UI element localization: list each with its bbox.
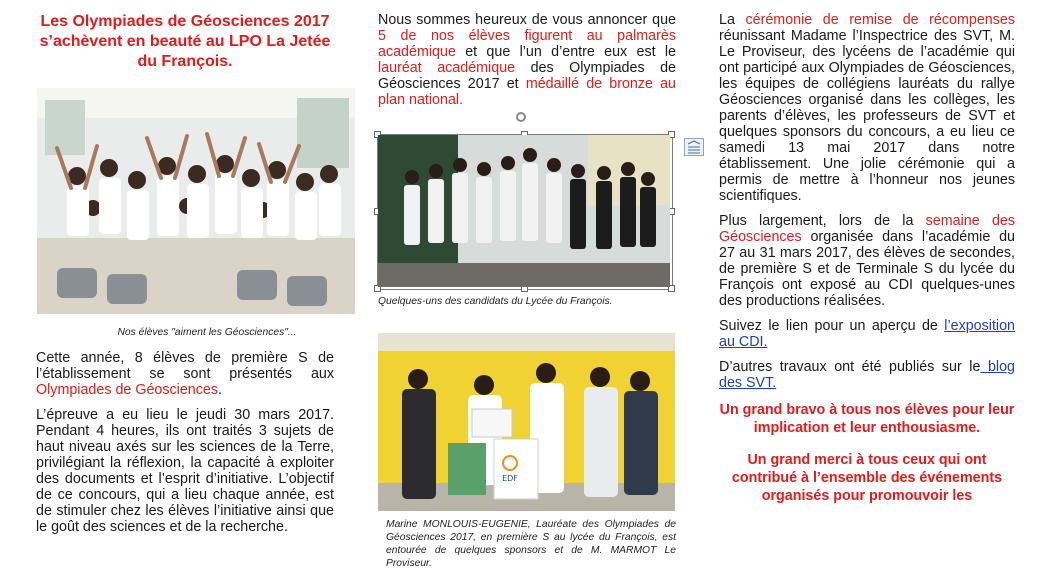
text-segment: . [217, 382, 222, 398]
bag-logo-text: EDF [502, 474, 518, 483]
paragraph-announcement [378, 12, 676, 108]
text-segment: organisée dans l’académie du 27 au 31 mars 2017, des élèves de secondes, de première S et de Terminale S du lycée du François ont exposé au CDI quelques-unes des productions réalisées. [719, 229, 1015, 309]
link-exposition[interactable]: l’exposition au CDI. [719, 318, 1015, 350]
highlight-olympiades: Olympiades de Géosciences [36, 382, 218, 398]
paragraph-semaine [719, 213, 1015, 309]
text-segment: Nous sommes heureux de vous annoncer que [378, 12, 676, 28]
photo-students-cheering-image [37, 88, 355, 314]
photo-candidates-group [378, 135, 670, 287]
text-segment: D’autres travaux ont été publiés sur le [719, 359, 981, 375]
text-segment: réunissant Madame l’Inspectrice des SVT, M. Le Proviseur, des lycéens de l’académie qui ont participé aux Olympiades de Géosciences, les équipes de collégiens lauréats du rallye Géosciences organisé dans les collèges, les parents d’élèves, les professeurs de SVT et quelques sponsors du concours, a eu lieu ce samedi 13 mai 2017 dans notre établissement. Une jolie cérémonie qui a permis de mettre à l’honneur nos jeunes scientifiques. [719, 28, 1015, 204]
article-title: Les Olympiades de Géosciences 2017 s’achèvent en beauté au LPO La Jetée du François. [39, 13, 331, 70]
paragraph-epreuve: L’épreuve a eu lieu le jeudi 30 mars 2017. Pendant 4 heures, ils ont traités 3 sujets de haut niveau axés sur les sciences de la Terre, privilégiant la réflexion, la capacité à exploiter des documents et l’esprit d’initiative. L’objectif de ce concours, qui a lieu chaque année, est de stimuler chez les élèves l’initiative ainsi que le goût des sciences et de la recherche. [36, 407, 334, 535]
photo-caption-laureate: Marine MONLOUIS-EUGENIE, Lauréate des Olympiades de Géosciences 2017, en première S au lycée du François, est entourée de quelques sponsors et de M. MARMOT Le Proviseur. [386, 519, 676, 569]
highlight-ceremonie: cérémonie de remise de récompenses [745, 12, 1015, 28]
text-segment: Cette année, 8 élèves de première S de l’établissement se sont présentés aux [36, 350, 334, 382]
highlight-semaine: semaine des Géosciences [719, 213, 1015, 245]
column-right [719, 12, 1015, 505]
highlight-medaille: médaillé de bronze au plan national. [378, 76, 676, 108]
bravo-message: Un grand bravo à tous nos élèves pour leur implication et leur enthousiasme. [719, 402, 1015, 436]
column-left [36, 0, 334, 72]
layout-options-icon[interactable] [684, 138, 704, 156]
text-segment: Plus largement, lors de la [719, 213, 926, 229]
text-segment: et que l’un d’entre eux est le [455, 44, 676, 60]
photo-laureate-sponsors-image [378, 333, 675, 511]
highlight-palmares: 5 de nos élèves figurent au palmarès académique [378, 28, 676, 60]
photo-laureate-sponsors [378, 333, 675, 511]
column-middle [378, 12, 676, 108]
link-blog-svt[interactable]: blog des SVT. [719, 359, 1015, 391]
photo-candidates-group-image [378, 135, 670, 287]
paragraph-intro [36, 350, 334, 398]
photo-students-cheering [37, 88, 355, 314]
paragraph-ceremonie [719, 12, 1015, 204]
paragraph-blog [719, 359, 1015, 391]
column-left-text [36, 350, 334, 535]
rotate-handle-icon[interactable] [516, 112, 526, 122]
text-segment: La [719, 12, 746, 28]
text-segment: des Olympiades de Géosciences 2017 et [378, 60, 676, 92]
layout-options-icon-glyph [685, 139, 703, 155]
photo-caption-candidates: Quelques-uns des candidats du Lycée du François. [378, 296, 613, 307]
text-segment: Suivez le lien pour un aperçu de [719, 318, 945, 334]
paragraph-exposition [719, 318, 1015, 350]
merci-message: Un grand merci à tous ceux qui ont contribué à l’ensemble des événements organisés pour promouvoir les [731, 452, 1003, 504]
photo-caption-left: Nos élèves "aiment les Géosciences"... [117, 327, 297, 338]
highlight-laureat: lauréat académique [378, 60, 516, 76]
